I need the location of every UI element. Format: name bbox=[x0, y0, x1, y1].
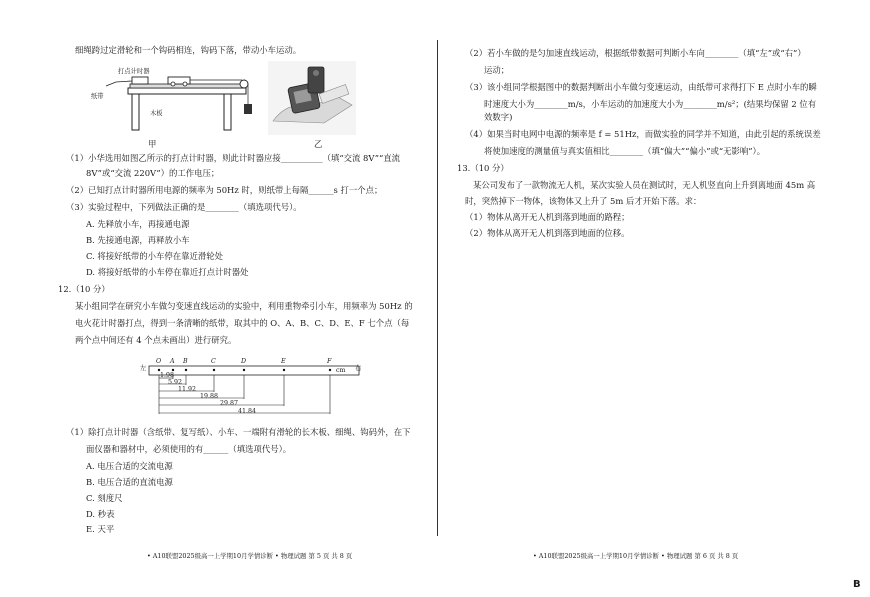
tape-point-o: O bbox=[156, 358, 162, 365]
q11-option-b: B. 先接通电源，再释放小车 bbox=[86, 235, 190, 245]
q13-body-line1: 某公司发布了一款物流无人机，某次实验人员在测试时，无人机竖直向上升到离地面 45m 高 bbox=[473, 180, 816, 190]
tape-point-d: D bbox=[241, 358, 247, 365]
q13-body-line2: 时，突然掉下一物体，该物体又上升了 5m 后才开始下落。求： bbox=[465, 196, 702, 206]
q12-option-b: B. 电压合适的直流电源 bbox=[86, 477, 173, 487]
right-page-footer: • A10联盟2025级高一上学期10月学情诊断 • 物理试题 第 6 页 共 8 页 bbox=[533, 552, 739, 560]
q11-option-c: C. 将接好纸带的小车停在靠近滑轮处 bbox=[86, 251, 224, 261]
timer-photo bbox=[268, 61, 356, 135]
tape-distance-ob: 5.92 bbox=[168, 379, 183, 386]
tape-point-e: E bbox=[281, 358, 286, 365]
q12-part2-cont: 运动； bbox=[484, 65, 510, 75]
q12-heading: 12.（10 分） bbox=[58, 284, 110, 294]
left-page-footer: • A10联盟2025级高一上学期10月学情诊断 • 物理试题 第 5 页 共 8 页 bbox=[147, 552, 353, 560]
tape-point-c: C bbox=[211, 358, 216, 365]
tape-distance-oe: 29.87 bbox=[220, 400, 239, 407]
tape-right-label: 右 bbox=[355, 365, 362, 372]
q12-body-line3: 两个点中间还有 4 个点未画出）进行研究。 bbox=[75, 335, 237, 345]
q12-part1-cont: 面仪器和器材中，必须使用的有______（填选项代号）。 bbox=[86, 444, 292, 454]
tape-unit: cm bbox=[336, 367, 346, 374]
q12-option-a: A. 电压合适的交流电源 bbox=[86, 461, 173, 471]
timer-label: 打点计时器 bbox=[118, 68, 150, 75]
q11-part3: （3）实验过程中，下列做法正确的是________（填选项代号）。 bbox=[66, 202, 302, 212]
q13-item1: （1）物体从离开无人机到落到地面的路程； bbox=[465, 212, 630, 222]
apparatus-diagram bbox=[86, 62, 256, 134]
q12-part2: （2）若小车做的是匀加速直线运动，根据纸带数据可判断小车向________（填“左”或“右”） bbox=[465, 48, 806, 58]
tape-distance-oa: 1.98 bbox=[160, 372, 175, 379]
tape-label: 纸带 bbox=[91, 93, 104, 100]
q13-heading: 13.（10 分） bbox=[457, 163, 509, 173]
q11-option-d: D. 将接好纸带的小车停在靠近打点计时器处 bbox=[86, 267, 249, 277]
tape-point-f: F bbox=[327, 358, 332, 365]
q12-option-d: D. 秒表 bbox=[86, 509, 115, 519]
tape-distance-of: 41.84 bbox=[238, 408, 257, 415]
q11-option-a: A. 先释放小车，再接通电源 bbox=[86, 219, 190, 229]
tape-point-b: B bbox=[183, 358, 188, 365]
q12-body-line2: 电火花计时器打点，得到一条清晰的纸带，取其中的 O、A、B、C、D、E、F 七个点（每 bbox=[75, 318, 410, 328]
tape-left-label: 左 bbox=[140, 365, 147, 372]
q13-item2: （2）物体从离开无人机到落到地面的位移。 bbox=[465, 228, 630, 238]
tape-point-a: A bbox=[170, 358, 175, 365]
intro-text: 细绳跨过定滑轮和一个钩码相连，钩码下落，带动小车运动。 bbox=[75, 45, 302, 55]
q11-part1-cont: 8V”或“交流 220V”）的工作电压； bbox=[86, 168, 220, 178]
page-divider bbox=[437, 40, 438, 536]
q12-part3-cont: 时速度大小为________m/s，小车运动的加速度大小为________m/s²；(结果均保留 2 位有 bbox=[484, 99, 817, 109]
tape-distance-od: 19.88 bbox=[200, 393, 219, 400]
q12-option-e: E. 天平 bbox=[86, 524, 115, 534]
q12-option-c: C. 刻度尺 bbox=[86, 493, 123, 503]
q12-body-line1: 某小组同学在研究小车做匀变速直线运动的实验中，利用重物牵引小车，用频率为 50Hz 的 bbox=[75, 301, 413, 311]
q11-part1: （1）小华选用如图乙所示的打点计时器，则此计时器应接__________（填“交流 8V”“直流 bbox=[66, 153, 401, 163]
q12-part4-cont: 将使加速度的测量值与真实值相比________（填“偏大”“偏小”或“无影响”）。 bbox=[484, 146, 766, 156]
q12-part1: （1）除打点计时器（含纸带、复写纸）、小车、一端附有滑轮的长木板、细绳、钩码外，在下 bbox=[66, 427, 411, 437]
q11-part2: （2）已知打点计时器所用电源的频率为 50Hz 时，则纸带上每隔______s 打一个点； bbox=[66, 185, 383, 195]
q12-part3: （3）该小组同学根据图中的数据判断出小车做匀变速运动，由纸带可求得打下 E 点时小车的瞬 bbox=[465, 82, 817, 92]
figure-jia-caption: 甲 bbox=[148, 139, 157, 149]
figure-yi-caption: 乙 bbox=[314, 139, 323, 149]
tape-distance-oc: 11.92 bbox=[178, 386, 197, 393]
board-label: 木板 bbox=[150, 110, 163, 117]
q12-part3-cont2: 效数字) bbox=[484, 112, 513, 122]
page-mark: B bbox=[853, 579, 861, 590]
q12-part4: （4）如果当时电网中电源的频率是 f = 51Hz，而做实验的同学并不知道，由此引起的系统误差 bbox=[465, 129, 821, 139]
